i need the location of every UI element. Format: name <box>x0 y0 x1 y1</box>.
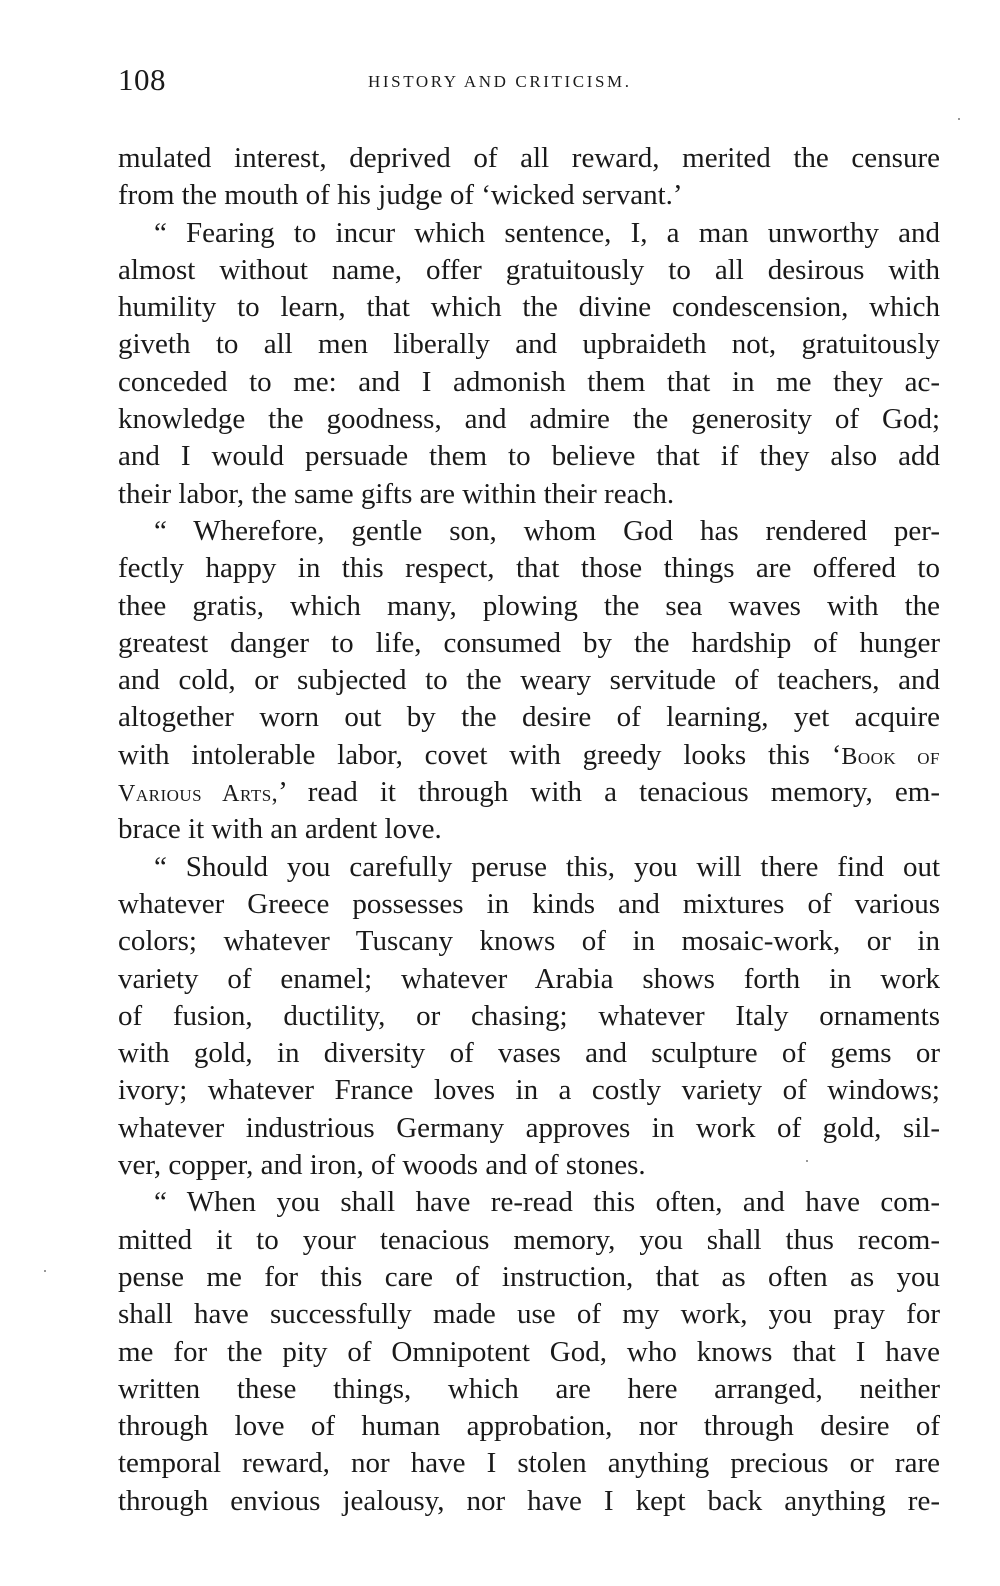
paper-speck <box>44 1270 46 1272</box>
text-line-with-small-caps <box>118 774 940 811</box>
text-line: shall have successfully made use of my work, you pray for <box>118 1298 940 1331</box>
paragraph-start-line: “ Should you carefully peruse this, you will there find out <box>154 850 940 883</box>
text-line: ivory; whatever France loves in a costly variety of windows; <box>118 1074 940 1107</box>
text-line: whatever Greece possesses in kinds and mixtures of various <box>118 887 940 920</box>
text-line: mitted it to your tenacious memory, you shall thus recom- <box>118 1223 940 1256</box>
paragraph-start-line: “ When you shall have re-read this often, and have com- <box>154 1186 940 1219</box>
page-number: 108 <box>118 62 166 97</box>
text-line: pense me for this care of instruction, that as often as you <box>118 1260 940 1293</box>
text-line: whatever industrious Germany approves in work of gold, sil- <box>118 1111 940 1144</box>
text-segment: with intolerable labor, covet with greedy looks this ‘ <box>118 738 842 771</box>
text-line: greatest danger to life, consumed by the hardship of hunger <box>118 626 940 659</box>
text-line: written these things, which are here arranged, neither <box>118 1372 940 1405</box>
text-line: from the mouth of his judge of ‘wicked servant.’ <box>118 179 683 212</box>
paper-speck <box>806 1160 808 1162</box>
text-line: of fusion, ductility, or chasing; whatever Italy ornaments <box>118 999 940 1032</box>
text-line: knowledge the goodness, and admire the generosity of God; <box>118 403 940 436</box>
text-line: fectly happy in this respect, that those things are offered to <box>118 552 940 585</box>
text-line: conceded to me: and I admonish them that in me they ac- <box>118 365 940 398</box>
text-line: giveth to all men liberally and upbraideth not, gratuitously <box>118 328 940 361</box>
text-line-with-small-caps <box>118 737 940 774</box>
running-head <box>118 62 940 102</box>
paragraph-start-line: “ Fearing to incur which sentence, I, a man unworthy and <box>154 216 940 249</box>
body-text <box>118 140 940 1520</box>
text-segment: ’ read it through with a tenacious memory, em- <box>278 776 940 809</box>
paragraph-start-line: “ Wherefore, gentle son, whom God has rendered per- <box>154 514 940 547</box>
text-line: through love of human approbation, nor through desire of <box>118 1410 940 1443</box>
text-line: humility to learn, that which the divine condescension, which <box>118 291 940 324</box>
text-line: temporal reward, nor have I stolen anything precious or rare <box>118 1447 940 1480</box>
book-title-small-caps: Various Arts, <box>118 781 279 808</box>
book-title-small-caps: Book of <box>841 743 940 770</box>
running-title: HISTORY AND CRITICISM. <box>368 72 632 91</box>
text-line: and I would persuade them to believe that if they also add <box>118 440 940 473</box>
text-line: me for the pity of Omnipotent God, who knows that I have <box>118 1335 940 1368</box>
text-line: through envious jealousy, nor have I kept back anything re- <box>118 1484 940 1517</box>
text-line: almost without name, offer gratuitously to all desirous with <box>118 253 940 286</box>
text-line: ver, copper, and iron, of woods and of stones. <box>118 1149 646 1182</box>
text-line: variety of enamel; whatever Arabia shows forth in work <box>118 962 940 995</box>
text-line: with gold, in diversity of vases and sculpture of gems or <box>118 1037 940 1070</box>
text-line: and cold, or subjected to the weary servitude of teachers, and <box>118 664 940 697</box>
text-line: mulated interest, deprived of all reward, merited the censure <box>118 142 940 174</box>
text-line: thee gratis, which many, plowing the sea waves with the <box>118 589 940 622</box>
text-line: brace it with an ardent love. <box>118 813 442 846</box>
text-line: their labor, the same gifts are within their reach. <box>118 477 675 510</box>
text-line: altogether worn out by the desire of learning, yet acquire <box>118 701 940 734</box>
paper-speck <box>958 118 960 120</box>
text-line: colors; whatever Tuscany knows of in mosaic-work, or in <box>118 925 940 958</box>
